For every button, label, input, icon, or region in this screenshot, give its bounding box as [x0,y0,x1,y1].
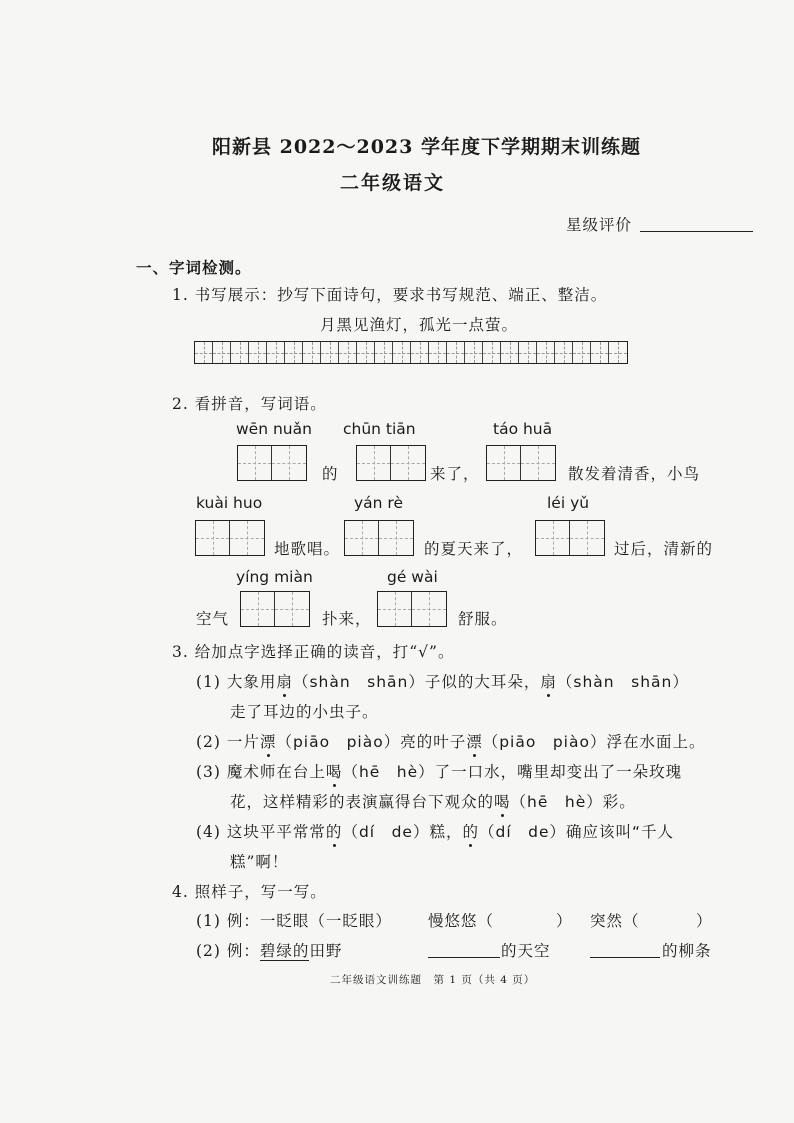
answer-box-yingmian[interactable] [240,591,310,627]
q2-text-shufu: 舒服。 [458,610,508,628]
pinyin-yanre: yán rè [354,494,403,512]
writing-grid-cell[interactable] [321,342,339,363]
writing-grid-cell[interactable] [483,342,501,363]
section-heading: 一、字词检测。 [136,258,252,277]
q2-text-de: 的 [322,465,339,483]
q3-item-4-cont: 糕”啊！ [230,853,289,871]
writing-grid-cell[interactable] [447,342,465,363]
q2-text-xiatian: 的夏天来了， [424,540,524,558]
q3-item-4 [196,820,674,842]
pronunciation-choice[interactable]: （shàn shān） [556,673,689,691]
q2-text-gechang: 地歌唱。 [274,540,341,558]
item-text: 魔术师在台上 [226,763,326,781]
answer-box-chuntian[interactable] [356,445,426,481]
item-text: 这块平平常常 [226,823,326,841]
item-text: 一片 [226,733,260,751]
writing-grid-cell[interactable] [231,342,249,363]
q4-close-paren[interactable]: ） [696,912,713,930]
blank-sky[interactable] [428,957,500,958]
q4-word-manyouyou: 慢悠悠（ [428,912,495,930]
q4-close-paren[interactable]: ） [556,912,573,930]
item-text: 花，这样精彩的表演赢得台下观众的 [230,793,495,811]
page-subtitle: 二年级语文 [340,172,446,194]
writing-grid-cell[interactable] [357,342,375,363]
q4-word-liutiao: 的柳条 [662,942,712,960]
writing-grid-cell[interactable] [267,342,285,363]
dotted-char: 的 [326,820,343,842]
item-number: (2) [196,733,221,751]
q1-writing-grid[interactable] [194,341,628,364]
example-text: 例：一眨眼（一眨眼） [226,912,392,930]
rating-blank[interactable] [640,231,753,232]
writing-grid-cell[interactable] [213,342,231,363]
writing-grid-cell[interactable] [573,342,591,363]
q2-text-guohou: 过后，清新的 [614,540,714,558]
page-title: 阳新县 2022～2023 学年度下学期期末训练题 [212,136,641,158]
dotted-char: 的 [462,820,479,842]
writing-grid-cell[interactable] [591,342,609,363]
q1-poem: 月黑见渔灯，孤光一点萤。 [320,316,519,334]
q4-prompt: 4. 照样子，写一写。 [172,883,327,901]
q4-word-tiankong: 的天空 [501,942,551,960]
pronunciation-choice[interactable]: （dí de）糕， [342,823,463,841]
answer-box-wennuan[interactable] [237,445,307,481]
q3-item-3 [196,760,682,782]
pronunciation-choice[interactable]: （shàn shān）子似的大耳朵， [292,673,541,691]
item-number: (1) [196,912,221,930]
pinyin-yingmian: yíng miàn [236,568,313,586]
q3-item-3-cont [230,790,636,812]
q4-word-turan: 突然（ [590,912,640,930]
dotted-char: 喝 [326,760,343,782]
example-noun: 田野 [309,942,343,960]
blank-willow[interactable] [590,957,660,958]
pronunciation-choice[interactable]: （piāo piào）浮在水面上。 [482,733,706,751]
item-text: 大象用 [226,673,277,691]
dotted-char: 漂 [260,730,277,752]
pronunciation-choice[interactable]: （hē hè）了一口水，嘴里却变出了一朵玫瑰 [342,763,683,781]
q2-text-pulai: 扑来， [322,610,372,628]
writing-grid-cell[interactable] [393,342,411,363]
q2-text-laile: 来了， [430,465,480,483]
q3-item-2 [196,730,705,752]
pinyin-leiyu: léi yǔ [547,494,590,512]
item-number: (4) [196,823,221,841]
example-underlined: 碧绿的 [259,942,310,960]
answer-box-yanre[interactable] [344,520,414,556]
writing-grid-cell[interactable] [375,342,393,363]
q4-line-1 [196,909,392,931]
q2-text-sanfa: 散发着清香，小鸟 [568,465,701,483]
dotted-char: 扇 [540,670,557,692]
writing-grid-cell[interactable] [429,342,447,363]
rating-label: 星级评价 [566,216,633,234]
q3-item-1 [196,670,689,692]
q3-item-1-cont: 走了耳边的小虫子。 [230,703,379,721]
pinyin-wennuan: wēn nuǎn [236,420,312,438]
answer-box-kuaihuo[interactable] [195,520,265,556]
dotted-char: 漂 [466,730,483,752]
q2-prompt: 2. 看拼音，写词语。 [172,395,327,413]
writing-grid-cell[interactable] [339,342,357,363]
item-number: (3) [196,763,221,781]
answer-box-gewai[interactable] [377,591,447,627]
writing-grid-cell[interactable] [555,342,573,363]
pronunciation-choice[interactable]: （dí de）确应该叫“千人 [478,823,675,841]
writing-grid-cell[interactable] [609,342,627,363]
pronunciation-choice[interactable]: （hē hè）彩。 [510,793,636,811]
dotted-char: 扇 [276,670,293,692]
writing-grid-cell[interactable] [195,342,213,363]
writing-grid-cell[interactable] [411,342,429,363]
writing-grid-cell[interactable] [537,342,555,363]
writing-grid-cell[interactable] [465,342,483,363]
pinyin-gewai: gé wài [387,568,438,586]
q3-prompt: 3. 给加点字选择正确的读音，打“√”。 [172,643,455,661]
writing-grid-cell[interactable] [501,342,519,363]
q1-prompt: 1. 书写展示：抄写下面诗句，要求书写规范、端正、整洁。 [172,286,608,304]
answer-box-taohua[interactable] [486,445,556,481]
writing-grid-cell[interactable] [249,342,267,363]
example-prefix: 例： [226,942,260,960]
writing-grid-cell[interactable] [519,342,537,363]
q2-text-kongqi: 空气 [196,610,230,628]
dotted-char: 喝 [494,790,511,812]
writing-grid-cell[interactable] [303,342,321,363]
page-footer: 二年级语文训练题 第 1 页（共 4 页） [330,974,536,986]
answer-box-leiyu[interactable] [535,520,605,556]
pinyin-chuntian: chūn tiān [343,420,416,438]
pinyin-kuaihuo: kuài huo [196,494,263,512]
pinyin-taohua: táo huā [493,420,553,438]
pronunciation-choice[interactable]: （piāo piào）亮的叶子 [276,733,467,751]
writing-grid-cell[interactable] [285,342,303,363]
item-number: (1) [196,673,221,691]
q4-line-2 [196,939,342,961]
item-number: (2) [196,942,221,960]
